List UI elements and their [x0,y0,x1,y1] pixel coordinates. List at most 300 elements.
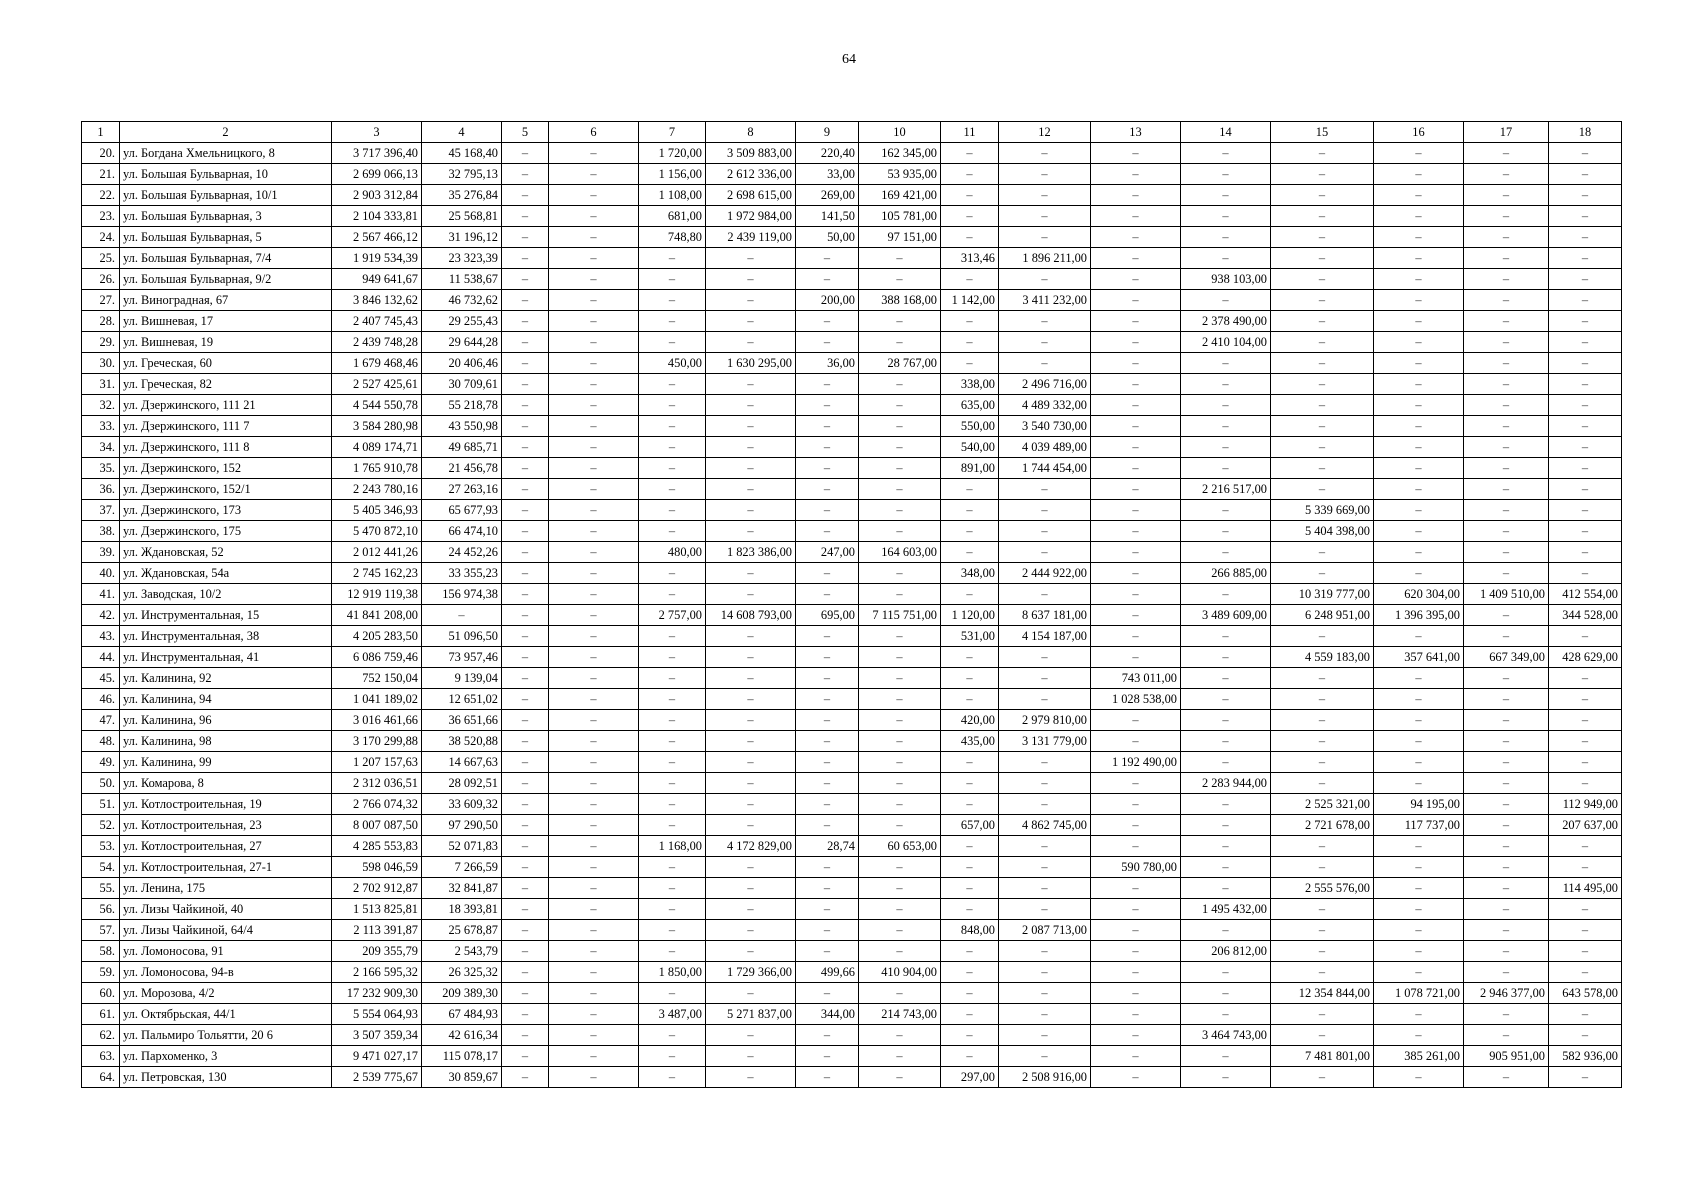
value-cell: 1 028 538,00 [1091,689,1181,710]
value-cell: – [1091,269,1181,290]
value-cell: 2 946 377,00 [1464,983,1549,1004]
table-row [82,311,1622,332]
value-cell: – [1549,962,1622,983]
value-cell: 31 196,12 [422,227,502,248]
value-cell: – [549,248,639,269]
table-row [82,563,1622,584]
value-cell: – [1091,395,1181,416]
row-number-cell: 52. [82,815,120,836]
value-cell: 5 554 064,93 [332,1004,422,1025]
value-cell: – [1091,899,1181,920]
row-number-cell: 35. [82,458,120,479]
value-cell: – [1374,206,1464,227]
value-cell: – [1549,1067,1622,1088]
address-cell: ул. Богдана Хмельницкого, 8 [120,143,332,164]
value-cell: – [859,311,941,332]
row-number-cell: 20. [82,143,120,164]
value-cell: – [549,752,639,773]
value-cell: – [1271,206,1374,227]
value-cell: 5 339 669,00 [1271,500,1374,521]
value-cell: – [796,983,859,1004]
value-cell: – [941,164,999,185]
value-cell: 2 721 678,00 [1271,815,1374,836]
value-cell: 12 354 844,00 [1271,983,1374,1004]
value-cell: 32 795,13 [422,164,502,185]
value-cell: – [706,416,796,437]
value-cell: – [1181,983,1271,1004]
row-number-cell: 23. [82,206,120,227]
address-cell: ул. Лизы Чайкиной, 40 [120,899,332,920]
address-cell: ул. Калинина, 96 [120,710,332,731]
value-cell: – [1464,710,1549,731]
value-cell: – [999,521,1091,542]
value-cell: – [859,668,941,689]
value-cell: – [796,458,859,479]
value-cell: – [1271,269,1374,290]
value-cell: – [941,143,999,164]
value-cell: 10 319 777,00 [1271,584,1374,605]
value-cell: – [1181,1046,1271,1067]
value-cell: – [502,668,549,689]
value-cell: 2 439 119,00 [706,227,796,248]
value-cell: – [502,437,549,458]
value-cell: 1 679 468,46 [332,353,422,374]
value-cell: – [1271,290,1374,311]
value-cell: 29 644,28 [422,332,502,353]
value-cell: 7 266,59 [422,857,502,878]
value-cell: – [1464,962,1549,983]
value-cell: – [1271,773,1374,794]
value-cell: – [502,773,549,794]
value-cell: – [1374,374,1464,395]
value-cell: 2 496 716,00 [999,374,1091,395]
value-cell: – [502,185,549,206]
row-number-cell: 29. [82,332,120,353]
row-number-cell: 51. [82,794,120,815]
value-cell: – [796,479,859,500]
value-cell: – [796,941,859,962]
value-cell: 41 841 208,00 [332,605,422,626]
value-cell: – [639,416,706,437]
address-cell: ул. Морозова, 4/2 [120,983,332,1004]
value-cell: 531,00 [941,626,999,647]
value-cell: – [1464,143,1549,164]
address-cell: ул. Заводская, 10/2 [120,584,332,605]
value-cell: – [1181,458,1271,479]
table-row [82,143,1622,164]
value-cell: – [1549,311,1622,332]
value-cell: 5 405 346,93 [332,500,422,521]
value-cell: – [941,521,999,542]
value-cell: – [1271,437,1374,458]
value-cell: – [999,584,1091,605]
row-number-cell: 27. [82,290,120,311]
value-cell: – [502,500,549,521]
value-cell: – [639,773,706,794]
value-cell: 266 885,00 [1181,563,1271,584]
value-cell: – [502,227,549,248]
value-cell: 3 584 280,98 [332,416,422,437]
address-cell: ул. Большая Бульварная, 7/4 [120,248,332,269]
value-cell: – [1091,248,1181,269]
value-cell: – [502,920,549,941]
value-cell: – [1464,1067,1549,1088]
column-header-11: 11 [941,122,999,143]
value-cell: – [1374,479,1464,500]
value-cell: – [1374,920,1464,941]
value-cell: – [502,710,549,731]
value-cell: – [502,899,549,920]
value-cell: – [549,899,639,920]
row-number-cell: 25. [82,248,120,269]
value-cell: 1 495 432,00 [1181,899,1271,920]
table-row [82,1004,1622,1025]
value-cell: – [1091,815,1181,836]
value-cell: – [706,878,796,899]
value-cell: 214 743,00 [859,1004,941,1025]
column-header-14: 14 [1181,122,1271,143]
value-cell: – [999,143,1091,164]
value-cell: 4 862 745,00 [999,815,1091,836]
value-cell: – [1549,899,1622,920]
value-cell: – [549,311,639,332]
value-cell: – [1374,836,1464,857]
row-number-cell: 42. [82,605,120,626]
value-cell: – [941,647,999,668]
value-cell: – [859,584,941,605]
address-cell: ул. Большая Бульварная, 9/2 [120,269,332,290]
address-cell: ул. Дзержинского, 173 [120,500,332,521]
value-cell: – [859,1025,941,1046]
value-cell: – [1181,416,1271,437]
value-cell: 25 678,87 [422,920,502,941]
value-cell: – [549,836,639,857]
value-cell: 65 677,93 [422,500,502,521]
value-cell: – [1091,605,1181,626]
value-cell: – [796,500,859,521]
value-cell: 4 172 829,00 [706,836,796,857]
value-cell: – [639,920,706,941]
value-cell: – [999,227,1091,248]
value-cell: – [859,1046,941,1067]
value-cell: 410 904,00 [859,962,941,983]
value-cell: 12 919 119,38 [332,584,422,605]
value-cell: – [941,899,999,920]
value-cell: – [549,626,639,647]
value-cell: – [941,353,999,374]
value-cell: 2 567 466,12 [332,227,422,248]
row-number-cell: 64. [82,1067,120,1088]
value-cell: 4 544 550,78 [332,395,422,416]
value-cell: – [706,374,796,395]
value-cell: 582 936,00 [1549,1046,1622,1067]
table-row [82,290,1622,311]
value-cell: – [1374,269,1464,290]
table-row [82,185,1622,206]
value-cell: – [1181,1067,1271,1088]
value-cell: – [1271,626,1374,647]
value-cell: – [999,1004,1091,1025]
row-number-cell: 22. [82,185,120,206]
value-cell: 33 609,32 [422,794,502,815]
value-cell: – [859,1067,941,1088]
value-cell: 50,00 [796,227,859,248]
value-cell: – [1549,437,1622,458]
value-cell: – [1181,227,1271,248]
value-cell: 220,40 [796,143,859,164]
table-row [82,773,1622,794]
value-cell: 7 481 801,00 [1271,1046,1374,1067]
value-cell: 499,66 [796,962,859,983]
value-cell: – [549,647,639,668]
row-number-cell: 60. [82,983,120,1004]
value-cell: 412 554,00 [1549,584,1622,605]
value-cell: – [1549,689,1622,710]
value-cell: – [1091,227,1181,248]
value-cell: – [1374,416,1464,437]
value-cell: – [1181,731,1271,752]
table-row [82,794,1622,815]
value-cell: 1 108,00 [639,185,706,206]
value-cell: – [502,458,549,479]
value-cell: – [1181,857,1271,878]
value-cell: – [941,227,999,248]
table-row [82,227,1622,248]
value-cell: – [1374,857,1464,878]
value-cell: 23 323,39 [422,248,502,269]
value-cell: – [1091,584,1181,605]
value-cell: – [859,878,941,899]
value-cell: – [1181,752,1271,773]
address-cell: ул. Ломоносова, 94-в [120,962,332,983]
row-number-cell: 39. [82,542,120,563]
value-cell: 46 732,62 [422,290,502,311]
value-cell: – [1374,710,1464,731]
value-cell: – [1464,815,1549,836]
value-cell: – [706,290,796,311]
data-table [81,121,1622,1088]
value-cell: – [502,752,549,773]
value-cell: – [422,605,502,626]
value-cell: – [502,1004,549,1025]
value-cell: – [502,731,549,752]
page-number: 64 [842,52,856,67]
value-cell: – [1464,836,1549,857]
value-cell: – [639,479,706,500]
value-cell: – [796,311,859,332]
value-cell: – [1181,962,1271,983]
value-cell: – [1464,374,1549,395]
row-number-cell: 58. [82,941,120,962]
value-cell: – [639,458,706,479]
value-cell: – [1091,143,1181,164]
address-cell: ул. Дзержинского, 152/1 [120,479,332,500]
value-cell: 2 745 162,23 [332,563,422,584]
value-cell: 52 071,83 [422,836,502,857]
address-cell: ул. Большая Бульварная, 5 [120,227,332,248]
value-cell: 643 578,00 [1549,983,1622,1004]
value-cell: – [706,311,796,332]
column-header-16: 16 [1374,122,1464,143]
value-cell: – [1271,899,1374,920]
value-cell: – [1091,185,1181,206]
value-cell: – [1374,437,1464,458]
value-cell: – [502,542,549,563]
value-cell: – [1464,731,1549,752]
value-cell: – [1374,353,1464,374]
value-cell: – [1271,353,1374,374]
value-cell: – [941,878,999,899]
value-cell: – [549,500,639,521]
address-cell: ул. Калинина, 94 [120,689,332,710]
value-cell: – [1464,437,1549,458]
value-cell: – [502,647,549,668]
value-cell: 2 903 312,84 [332,185,422,206]
value-cell: – [796,689,859,710]
address-cell: ул. Пальмиро Тольятти, 20 6 [120,1025,332,1046]
value-cell: – [1549,458,1622,479]
value-cell: – [1374,500,1464,521]
value-cell: 9 139,04 [422,668,502,689]
address-cell: ул. Инструментальная, 38 [120,626,332,647]
column-header-15: 15 [1271,122,1374,143]
value-cell: 4 154 187,00 [999,626,1091,647]
value-cell: 1 192 490,00 [1091,752,1181,773]
value-cell: 2 525 321,00 [1271,794,1374,815]
value-cell: – [1549,143,1622,164]
value-cell: – [549,479,639,500]
value-cell: 30 709,61 [422,374,502,395]
value-cell: – [1464,269,1549,290]
value-cell: 94 195,00 [1374,794,1464,815]
value-cell: – [639,731,706,752]
table-row [82,584,1622,605]
value-cell: – [999,332,1091,353]
value-cell: – [1464,500,1549,521]
value-cell: 3 170 299,88 [332,731,422,752]
row-number-cell: 32. [82,395,120,416]
value-cell: 357 641,00 [1374,647,1464,668]
value-cell: 667 349,00 [1464,647,1549,668]
table-row [82,647,1622,668]
value-cell: – [859,773,941,794]
value-cell: – [1271,542,1374,563]
value-cell: – [1549,521,1622,542]
value-cell: – [941,1004,999,1025]
address-cell: ул. Комарова, 8 [120,773,332,794]
value-cell: – [1374,773,1464,794]
value-cell: – [796,248,859,269]
value-cell: – [549,416,639,437]
value-cell: 5 271 837,00 [706,1004,796,1025]
row-number-cell: 45. [82,668,120,689]
column-header-17: 17 [1464,122,1549,143]
table-row [82,710,1622,731]
value-cell: – [706,248,796,269]
address-cell: ул. Инструментальная, 41 [120,647,332,668]
value-cell: 1 720,00 [639,143,706,164]
value-cell: – [639,248,706,269]
address-cell: ул. Котлостроительная, 27-1 [120,857,332,878]
value-cell: – [1464,416,1549,437]
value-cell: 695,00 [796,605,859,626]
value-cell: – [1464,941,1549,962]
value-cell: – [1549,374,1622,395]
value-cell: – [639,584,706,605]
value-cell: – [549,689,639,710]
value-cell: – [1549,227,1622,248]
value-cell: 550,00 [941,416,999,437]
value-cell: – [706,689,796,710]
value-cell: – [1464,899,1549,920]
value-cell: – [639,500,706,521]
value-cell: – [1549,626,1622,647]
value-cell: – [1374,752,1464,773]
value-cell: – [549,731,639,752]
value-cell: 1 409 510,00 [1464,584,1549,605]
row-number-cell: 54. [82,857,120,878]
value-cell: – [1374,311,1464,332]
value-cell: – [502,206,549,227]
value-cell: – [1374,143,1464,164]
table-row [82,437,1622,458]
value-cell: 3 487,00 [639,1004,706,1025]
value-cell: – [999,1046,1091,1067]
value-cell: 55 218,78 [422,395,502,416]
row-number-cell: 57. [82,920,120,941]
table-row [82,248,1622,269]
row-number-cell: 47. [82,710,120,731]
value-cell: – [502,563,549,584]
value-cell: – [796,395,859,416]
value-cell: 200,00 [796,290,859,311]
value-cell: – [859,689,941,710]
value-cell: – [639,521,706,542]
value-cell: – [502,416,549,437]
row-number-cell: 30. [82,353,120,374]
address-cell: ул. Котлостроительная, 19 [120,794,332,815]
value-cell: 1 896 211,00 [999,248,1091,269]
value-cell: 36,00 [796,353,859,374]
value-cell: 2 612 336,00 [706,164,796,185]
value-cell: 209 355,79 [332,941,422,962]
value-cell: – [999,836,1091,857]
table-row [82,605,1622,626]
value-cell: – [796,269,859,290]
value-cell: – [1549,941,1622,962]
value-cell: 1 156,00 [639,164,706,185]
value-cell: – [1271,416,1374,437]
value-cell: – [941,668,999,689]
value-cell: – [1464,332,1549,353]
value-cell: – [859,731,941,752]
value-cell: – [999,353,1091,374]
value-cell: 206 812,00 [1181,941,1271,962]
value-cell: 1 729 366,00 [706,962,796,983]
value-cell: – [1271,1025,1374,1046]
value-cell: – [639,668,706,689]
row-number-cell: 37. [82,500,120,521]
value-cell: 2 539 775,67 [332,1067,422,1088]
value-cell: – [1271,920,1374,941]
table-row [82,458,1622,479]
address-cell: ул. Дзержинского, 111 21 [120,395,332,416]
address-cell: ул. Калинина, 92 [120,668,332,689]
value-cell: – [706,899,796,920]
value-cell: – [1464,605,1549,626]
value-cell: 162 345,00 [859,143,941,164]
value-cell: – [796,521,859,542]
